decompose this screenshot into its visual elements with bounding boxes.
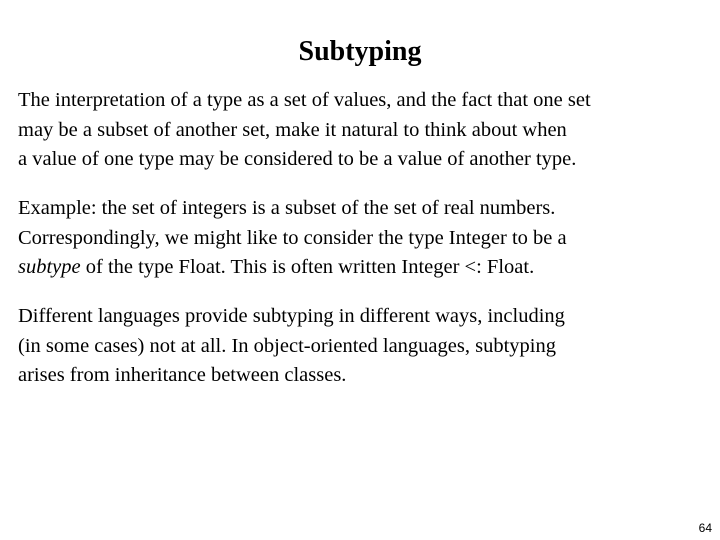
paragraph-line — [18, 253, 708, 283]
subtype-emphasis: subtype — [18, 256, 81, 278]
paragraph-line: (in some cases) not at all. In object-oriented languages, subtyping — [18, 334, 556, 357]
paragraph-example — [18, 194, 708, 283]
page-number: 64 — [698, 521, 712, 535]
paragraph-line: arises from inheritance between classes. — [18, 364, 347, 386]
paragraph-line: a value of one type may be considered to be a value of another type. — [18, 148, 577, 170]
slide-title — [0, 34, 720, 70]
slide-title-text: Subtyping — [298, 36, 422, 67]
paragraph-line-rest: of the type Float. This is often written Integer <: Float. — [80, 256, 535, 278]
paragraph-line: Correspondingly, we might like to consider the type Integer to be a — [18, 226, 567, 249]
paragraph-line: may be a subset of another set, make it natural to think about when — [18, 118, 567, 141]
paragraph-line: Example: the set of integers is a subset of the set of real numbers. — [18, 197, 556, 219]
paragraph-line: The interpretation of a type as a set of values, and the fact that one set — [18, 89, 591, 111]
paragraph-interpretation — [18, 86, 708, 175]
paragraph-line: Different languages provide subtyping in different ways, including — [18, 305, 565, 327]
paragraph-languages — [18, 302, 708, 391]
